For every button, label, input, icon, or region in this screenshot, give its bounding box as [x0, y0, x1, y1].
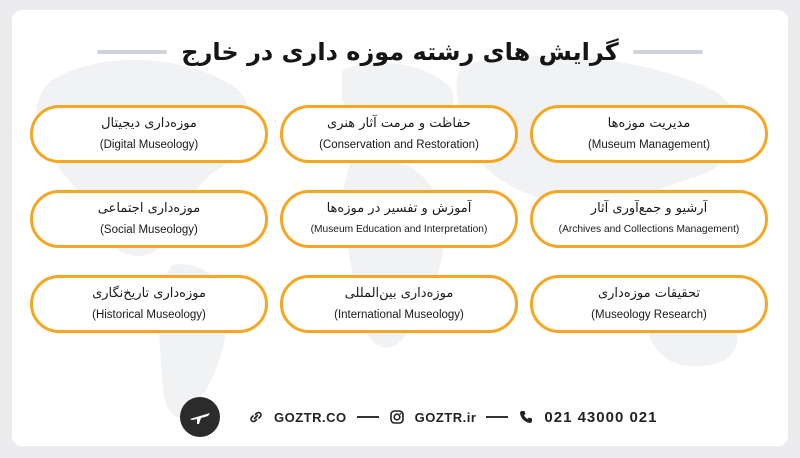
brand-logo — [180, 397, 220, 437]
topic-card-conservation — [280, 105, 518, 163]
link-icon — [248, 409, 264, 425]
instagram-handle-text[interactable]: GOZTR.ir — [414, 409, 477, 425]
footer-separator — [486, 416, 508, 418]
topic-title-en: (Museum Management) — [587, 138, 711, 151]
website-text[interactable]: GOZTR.CO — [274, 409, 347, 425]
footer-separator — [357, 416, 379, 418]
topic-card-digital-museology — [30, 105, 268, 163]
footer-contact-bar — [180, 402, 658, 432]
topic-title-fa: آموزش و تفسیر در موزه‌ها — [326, 200, 472, 216]
title-divider-right — [633, 50, 703, 54]
topic-title-fa: حفاظت و مرمت آثار هنری — [327, 115, 471, 131]
title-bar — [12, 32, 788, 72]
page-title: گرایش های رشته موزه داری در خارج — [181, 38, 619, 66]
topic-title-fa: تحقیقات موزه‌داری — [597, 285, 701, 301]
topic-title-en: (Archives and Collections Management) — [558, 223, 740, 235]
topic-card-social-museology — [30, 190, 268, 248]
topic-title-en: (Digital Museology) — [99, 138, 199, 151]
topic-card-archives — [530, 190, 768, 248]
topic-title-en: (Historical Museology) — [92, 308, 206, 321]
topic-title-fa: مدیریت موزه‌ها — [607, 115, 691, 131]
topic-card-education — [280, 190, 518, 248]
topic-title-fa: موزه‌داری دیجیتال — [101, 115, 197, 131]
instagram-icon — [389, 409, 405, 425]
topic-card-museum-management — [530, 105, 768, 163]
topic-title-fa: آرشیو و جمع‌آوری آثار — [590, 200, 708, 216]
topic-title-fa: موزه‌داری تاریخ‌نگاری — [92, 285, 206, 301]
topic-title-en: (Conservation and Restoration) — [319, 138, 479, 151]
topic-card-museology-research — [530, 275, 768, 333]
title-divider-left — [97, 50, 167, 54]
topic-title-en: (International Museology) — [334, 308, 464, 321]
plane-logo-icon — [187, 404, 213, 430]
topic-title-en: (Social Museology) — [100, 223, 198, 236]
phone-number-text[interactable]: 021 43000 021 — [544, 408, 658, 426]
topic-card-historical-museology — [30, 275, 268, 333]
topic-title-en: (Museology Research) — [591, 308, 707, 321]
topic-title-en: (Museum Education and Interpretation) — [310, 223, 488, 235]
topic-card-international-museology — [280, 275, 518, 333]
topic-title-fa: موزه‌داری اجتماعی — [97, 200, 201, 216]
phone-icon — [518, 409, 534, 425]
topic-title-fa: موزه‌داری بین‌المللی — [344, 285, 454, 301]
infographic-card — [12, 10, 788, 446]
